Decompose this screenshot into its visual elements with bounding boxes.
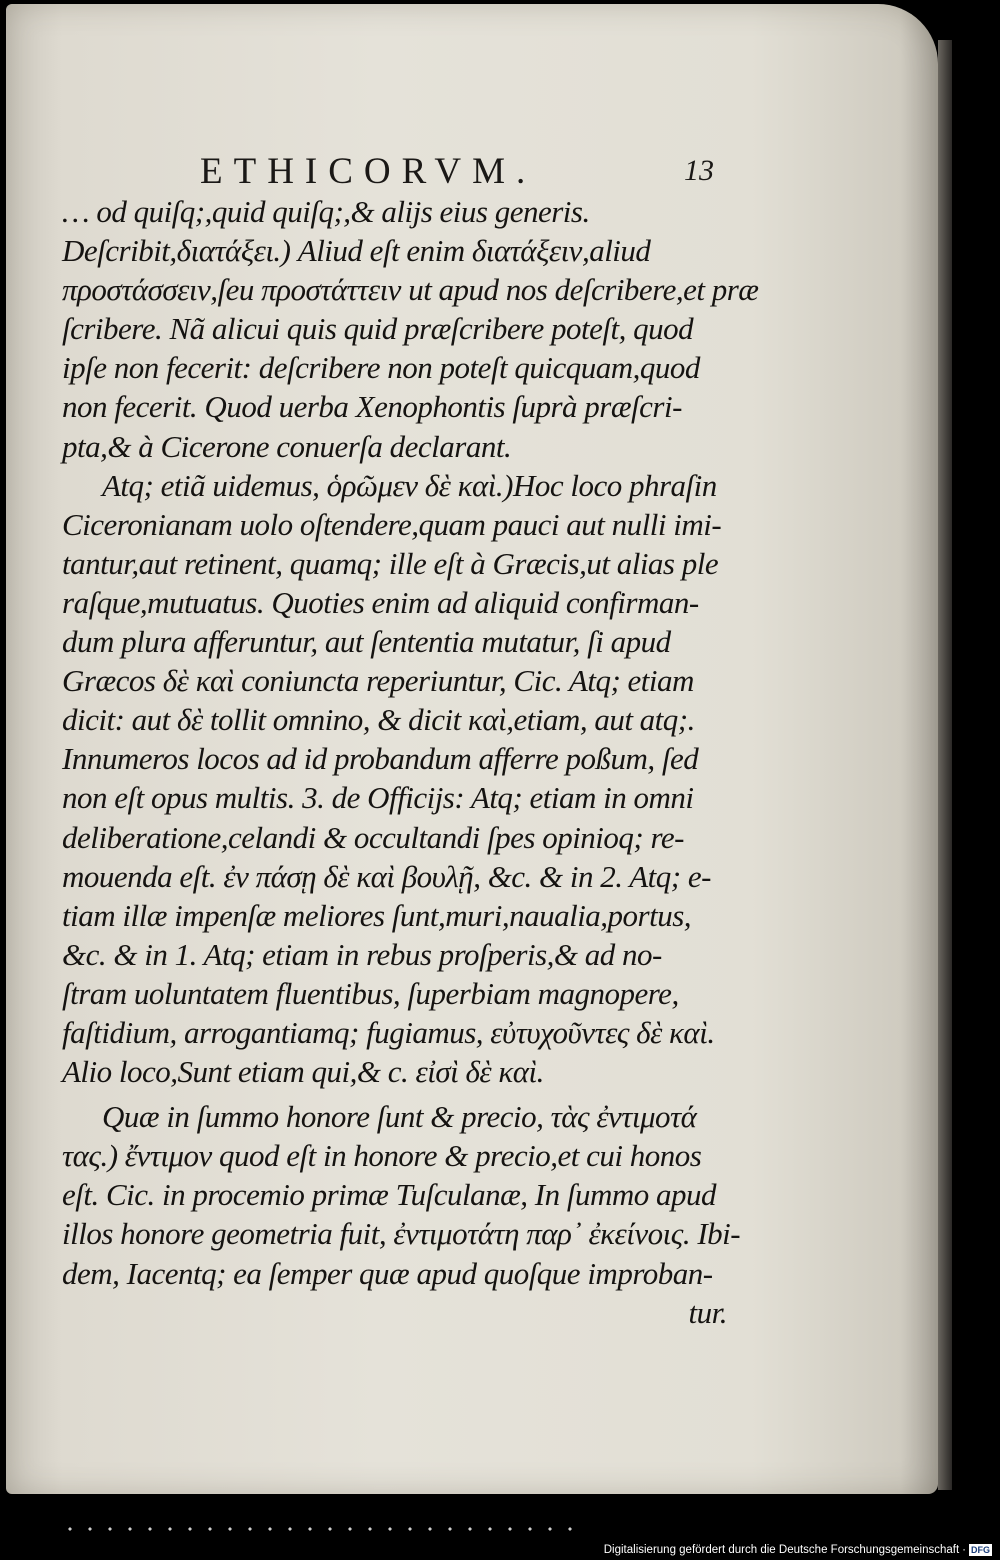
text-line: dicit: aut δὲ tollit omnino, & dicit καὶ,etiam, aut atq;. xyxy=(62,702,695,738)
text-line: Deſcribit,διατάξει.) Aliud eſt enim διατάξειν,aliud xyxy=(62,233,651,269)
text-line: pta,& à Cicerone conuerſa declarant. xyxy=(62,428,512,464)
text-line: Alio loco,Sunt etiam qui,& c. εἰσὶ δὲ καὶ. xyxy=(62,1054,544,1090)
text-line: illos honore geometria fuit, ἐντιμοτάτη παρ᾽ ἐκείνοις. Ibi- xyxy=(62,1216,741,1252)
text-line: Atq; etiã uidemus, ὁρῶμεν δὲ καὶ.)Hoc loco phraſin xyxy=(102,467,717,503)
text-line: ſcribere. Nã alicui quis quid præſcribere poteſt, quod xyxy=(62,311,694,347)
text-line: dem, Iacentq; ea ſemper quæ apud quoſque improban- xyxy=(62,1255,713,1291)
text-line: non eſt opus multis. 3. de Officijs: Atq; etiam in omni xyxy=(62,780,694,816)
text-line: tantur,aut retinent, quamq; ille eſt à Græcis,ut alias ple xyxy=(62,545,719,581)
text-line: Ciceronianam uolo oſtendere,quam pauci aut nulli imi- xyxy=(62,506,722,542)
body-text xyxy=(62,192,759,1332)
text-line: Innumeros locos ad id probandum afferre poßum, ſed xyxy=(62,741,699,777)
text-line: προστάσσειν,ſeu προστάττειν ut apud nos deſcribere,et præ xyxy=(62,272,759,308)
text-line: τας.) ἔντιμον quod eſt in honore & precio,et cui honos xyxy=(62,1138,702,1174)
catchword: tur. xyxy=(688,1294,727,1330)
text-line: Græcos δὲ καὶ coniuncta reperiuntur, Cic. Atq; etiam xyxy=(62,663,694,699)
text-line: dum plura afferuntur, aut ſententia mutatur, ſi apud xyxy=(62,624,671,660)
text-line: &c. & in 1. Atq; etiam in rebus proſperis,& ad no- xyxy=(62,936,662,972)
dfg-logo: DFG xyxy=(971,1545,990,1555)
text-line: eſt. Cic. in procemio primæ Tuſculanæ, In ſummo apud xyxy=(62,1177,716,1213)
footer-separator: · xyxy=(962,1544,966,1556)
text-line: non fecerit. Quod uerba Xenophontis ſuprà præſcri- xyxy=(62,389,682,425)
footer-text: Digitalisierung gefördert durch die Deutsche Forschungsgemeinschaft xyxy=(603,1544,960,1556)
running-title: ETHICORVM. xyxy=(200,151,537,192)
dotted-rule xyxy=(60,1527,580,1531)
page-number: 13 xyxy=(684,154,714,187)
text-line: ipſe non fecerit: deſcribere non poteſt quicquam,quod xyxy=(62,350,700,386)
text-line: mouenda eſt. ἐν πάσῃ δὲ καὶ βουλῇ, &c. & in 2. Atq; e- xyxy=(62,858,711,894)
text-line: deliberatione,celandi & occultandi ſpes opinioq; re- xyxy=(62,819,684,855)
footer-credit xyxy=(604,1542,992,1558)
text-line: ſtram uoluntatem fluentibus, ſuperbiam magnopere, xyxy=(62,975,679,1011)
text-line: Quæ in ſummo honore ſunt & precio, τὰς ἐντιμοτά xyxy=(102,1099,697,1135)
text-line: faſtidium, arrogantiamq; fugiamus, εὐτυχοῦντες δὲ καὶ. xyxy=(62,1014,715,1050)
text-line: … od quiſq;,quid quiſq;,& alijs eius generis. xyxy=(62,194,590,229)
running-header xyxy=(200,150,740,190)
text-line: tiam illæ impenſæ meliores ſunt,muri,naualia,portus, xyxy=(62,897,692,933)
book-spine-edge xyxy=(938,40,952,1490)
text-line: raſque,mutuatus. Quoties enim ad aliquid confirman- xyxy=(62,584,699,620)
